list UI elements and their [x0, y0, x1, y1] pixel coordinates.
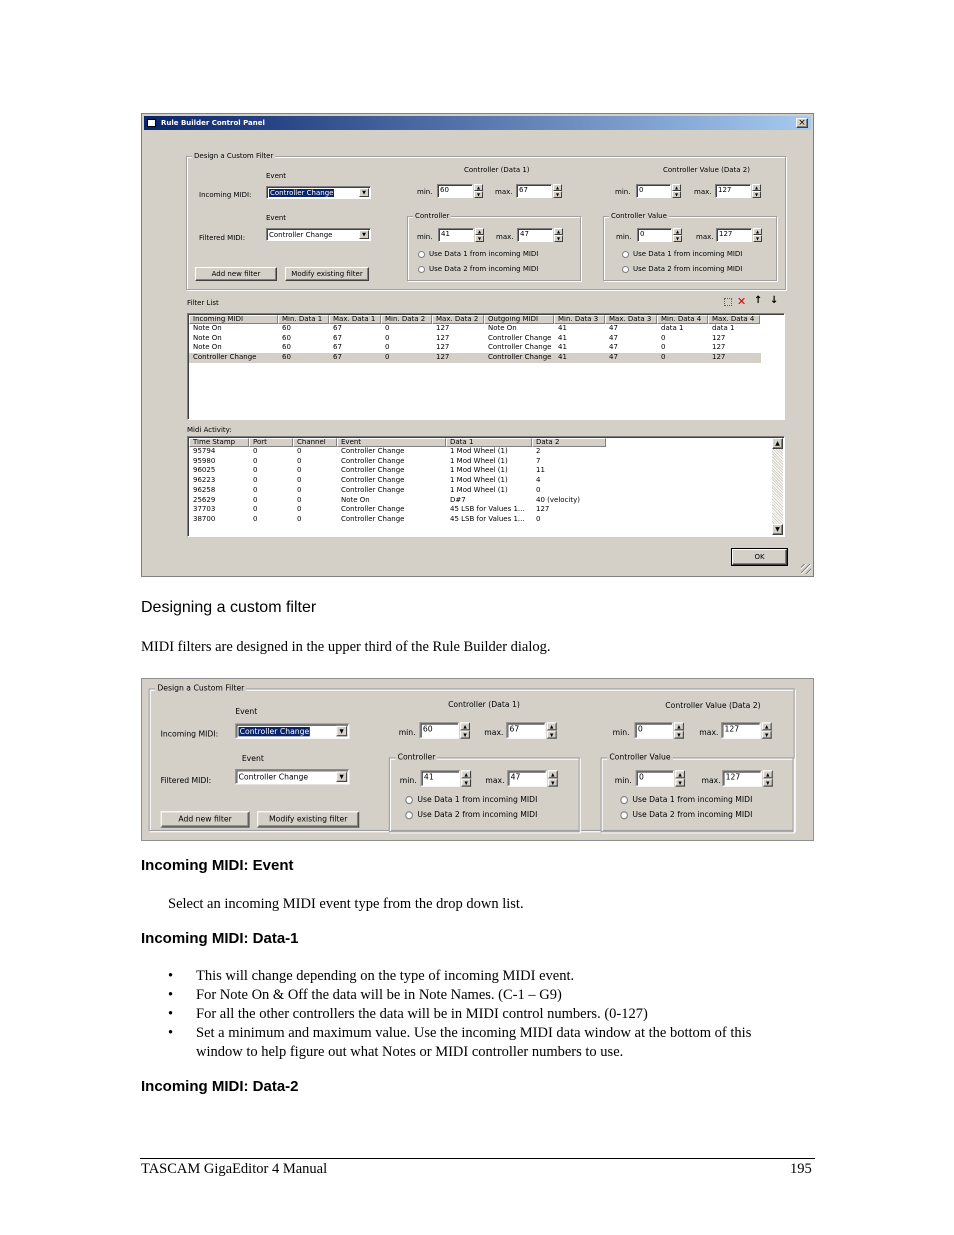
table-cell: 0 — [253, 514, 258, 523]
radio-label: Use Data 2 from incoming MIDI — [632, 810, 753, 820]
table-cell: 60 — [282, 343, 291, 352]
footer-title: TASCAM GigaEditor 4 Manual — [141, 1161, 328, 1177]
table-cell: 0 — [297, 505, 302, 514]
out-data2-max-stepper[interactable]: ▲ ▼ — [753, 228, 762, 242]
app-icon — [147, 119, 156, 127]
in-data1-min-stepper[interactable]: ▲ ▼ — [474, 184, 483, 198]
table-cell: Controller Change — [341, 466, 405, 475]
in-data1-min-label: min. — [417, 188, 433, 196]
scroll-down-arrow[interactable]: ▼ — [772, 524, 783, 535]
radio-label: Use Data 1 from incoming MIDI — [632, 794, 753, 805]
radio-label: Use Data 2 from incoming MIDI — [417, 810, 538, 820]
table-cell: 0 — [253, 456, 258, 465]
section-data1-title: Incoming MIDI: Data-1 — [141, 930, 299, 947]
modify-filter-button[interactable]: Modify existing filter — [285, 267, 369, 281]
footer-rule — [140, 1158, 815, 1159]
table-cell: 127 — [436, 324, 450, 332]
table-cell: Controller Change — [341, 514, 405, 523]
table-cell: 0 — [385, 324, 390, 332]
page-number: 195 — [790, 1161, 812, 1177]
table-cell: Controller Change — [341, 485, 405, 494]
out-data1-max-field[interactable]: 47 — [507, 770, 546, 786]
table-cell: 41 — [558, 333, 567, 342]
filtered-event-value: Controller Change — [269, 231, 333, 239]
column-header[interactable]: Max. Data 4 — [708, 315, 760, 324]
out-data2-max-field[interactable]: 127 — [722, 770, 761, 786]
out-data2-min-label: min. — [614, 776, 632, 786]
table-cell: 0 — [297, 476, 302, 485]
table-cell: 47 — [609, 343, 618, 352]
controller-use-data1-radio[interactable] — [418, 250, 538, 259]
table-cell: 0 — [536, 485, 541, 494]
table-cell: Note On — [193, 333, 222, 342]
table-cell: 45 LSB for Values 1... — [450, 505, 525, 514]
section-data2-title: Incoming MIDI: Data-2 — [141, 1078, 299, 1095]
out-data1-min-stepper[interactable]: ▲ ▼ — [475, 228, 484, 242]
chevron-down-icon[interactable]: ▼ — [336, 771, 347, 782]
in-data2-max-stepper[interactable]: ▲ ▼ — [752, 184, 761, 198]
controller-value-data2-label: Controller Value (Data 2) — [663, 166, 750, 174]
table-cell: Controller Change — [193, 353, 257, 362]
table-cell: 41 — [558, 353, 567, 362]
table-cell: 127 — [436, 353, 450, 362]
in-data2-min-label: min. — [612, 728, 630, 738]
filter-list[interactable] — [187, 313, 785, 420]
midi-activity-label: Midi Activity: — [187, 426, 232, 434]
out-data2-max-stepper[interactable]: ▲ ▼ — [763, 770, 773, 786]
radio-label: Use Data 1 from incoming MIDI — [417, 794, 538, 805]
out-data1-max-stepper[interactable]: ▲ ▼ — [554, 228, 563, 242]
table-cell: Note On — [193, 324, 222, 332]
column-header[interactable]: Min. Data 3 — [554, 315, 605, 324]
list-item — [168, 967, 751, 986]
bullet-list — [168, 967, 751, 1062]
table-cell: 127 — [712, 343, 726, 352]
delete-icon[interactable]: ✕ — [737, 295, 747, 308]
out-data1-min-stepper[interactable]: ▲ ▼ — [461, 770, 471, 786]
table-cell: Note On — [341, 495, 370, 504]
out-data1-max-label: max. — [485, 776, 505, 786]
table-cell: 0 — [297, 466, 302, 475]
table-cell: 0 — [297, 485, 302, 494]
table-cell: 0 — [253, 485, 258, 494]
table-cell: 95980 — [193, 456, 216, 465]
table-cell: 4 — [536, 476, 541, 485]
value-use-data2-radio[interactable] — [622, 265, 742, 274]
in-data2-max-label: max. — [694, 188, 712, 196]
table-cell: 47 — [609, 324, 618, 332]
in-data2-min-label: min. — [615, 188, 631, 196]
in-data1-max-stepper[interactable]: ▲ ▼ — [553, 184, 562, 198]
table-cell: 1 Mod Wheel (1) — [450, 456, 508, 465]
value-use-data2-radio[interactable] — [620, 810, 752, 821]
column-header[interactable]: Event — [337, 438, 446, 447]
table-cell: Controller Change — [341, 476, 405, 485]
bullet-icon: • — [168, 987, 174, 1003]
table-cell: data 1 — [712, 324, 735, 332]
section-incoming-event-text: Select an incoming MIDI event type from the drop down list. — [168, 896, 524, 912]
table-cell: 127 — [436, 343, 450, 352]
in-data1-max-label: max. — [495, 188, 513, 196]
table-cell: 0 — [385, 333, 390, 342]
list-item-continuation — [168, 1043, 751, 1062]
table-cell: 127 — [712, 333, 726, 342]
table-cell: 127 — [536, 505, 550, 514]
table-cell: 41 — [558, 343, 567, 352]
filtered-midi-label: Filtered MIDI: — [160, 776, 212, 786]
bullet-text: This will change depending on the type of incoming MIDI event. — [196, 968, 575, 984]
table-cell: 0 — [253, 466, 258, 475]
design-filter-group-title: Design a Custom Filter — [155, 684, 246, 695]
table-cell: 67 — [333, 324, 342, 332]
table-cell: 96025 — [193, 466, 216, 475]
bullet-text: For all the other controllers the data will be in MIDI control numbers. (0-127) — [196, 1006, 648, 1022]
scroll-up-arrow[interactable]: ▲ — [772, 438, 783, 449]
rule-builder-dialog — [141, 113, 814, 577]
controller-data1-label: Controller (Data 1) — [448, 700, 520, 710]
column-header[interactable]: Data 2 — [532, 438, 606, 447]
in-data2-min-stepper[interactable]: ▲ ▼ — [672, 184, 681, 198]
controller-group-title: Controller — [415, 212, 450, 220]
table-cell: 0 — [253, 476, 258, 485]
table-cell: 2 — [536, 447, 541, 455]
table-cell: 1 Mod Wheel (1) — [450, 466, 508, 475]
filter-toolbar — [722, 297, 784, 309]
controller-group — [407, 212, 581, 281]
incoming-event-value: Controller Change — [270, 189, 334, 197]
table-cell: 127 — [436, 333, 450, 342]
column-header[interactable]: Min. Data 4 — [657, 315, 708, 324]
midi-activity-list[interactable] — [187, 436, 785, 537]
in-data1-min-label: min. — [398, 728, 416, 738]
bullet-icon: • — [168, 1006, 174, 1022]
out-data2-min-field[interactable]: 0 — [636, 770, 674, 786]
filtered-event-dropdown[interactable] — [266, 228, 371, 241]
filter-list-label: Filter List — [187, 299, 219, 307]
controller-value-group — [601, 752, 794, 832]
bullet-icon: • — [168, 1025, 174, 1041]
table-cell: 0 — [253, 495, 258, 504]
column-header[interactable]: Min. Data 2 — [381, 315, 432, 324]
table-cell: 47 — [609, 353, 618, 362]
controller-use-data2-radio[interactable] — [405, 810, 537, 821]
table-cell: 25629 — [193, 495, 216, 504]
table-cell: 7 — [536, 456, 541, 465]
radio-label: Use Data 1 from incoming MIDI — [429, 250, 539, 258]
table-cell: 96223 — [193, 476, 216, 485]
list-item — [168, 1005, 751, 1024]
table-cell: 67 — [333, 333, 342, 342]
out-data2-min-label: min. — [616, 233, 632, 241]
table-cell: 0 — [253, 505, 258, 514]
in-data1-max-field[interactable]: 67 — [516, 184, 552, 198]
table-cell: 45 LSB for Values 1... — [450, 514, 525, 523]
table-cell: 0 — [385, 343, 390, 352]
in-data2-max-field[interactable]: 127 — [721, 722, 760, 738]
event-label-2: Event — [241, 753, 264, 764]
out-data1-max-stepper[interactable]: ▲ ▼ — [548, 770, 558, 786]
out-data2-min-field[interactable]: 0 — [637, 228, 672, 242]
in-data1-min-field[interactable]: 60 — [437, 184, 473, 198]
incoming-midi-label: Incoming MIDI: — [160, 729, 219, 739]
table-cell: Controller Change — [341, 505, 405, 514]
value-use-data1-radio[interactable] — [622, 250, 742, 259]
event-label: Event — [235, 707, 258, 717]
incoming-event-dropdown[interactable] — [266, 186, 371, 199]
design-filter-group-zoom — [149, 683, 795, 831]
dialog-title: Rule Builder Control Panel — [161, 119, 265, 127]
controller-use-data1-radio[interactable] — [405, 795, 537, 806]
table-cell: 127 — [712, 353, 726, 362]
table-cell: 47 — [609, 333, 618, 342]
table-cell: Controller Change — [488, 343, 552, 352]
table-cell: 0 — [385, 353, 390, 362]
close-button[interactable] — [796, 118, 808, 128]
in-data1-max-field[interactable]: 67 — [506, 722, 545, 738]
incoming-midi-label: Incoming MIDI: — [199, 191, 252, 199]
out-data2-min-stepper[interactable]: ▲ ▼ — [673, 228, 682, 242]
design-filter-group-title: Design a Custom Filter — [194, 152, 274, 160]
list-item — [168, 986, 751, 1005]
vertical-scrollbar[interactable] — [772, 438, 783, 535]
controller-value-group-title: Controller Value — [607, 753, 673, 764]
out-data2-max-field[interactable]: 127 — [716, 228, 752, 242]
table-cell: 40 (velocity) — [536, 495, 580, 504]
in-data2-min-stepper[interactable]: ▲ ▼ — [674, 722, 684, 738]
out-data2-max-label: max. — [701, 776, 721, 786]
out-data2-max-label: max. — [696, 233, 714, 241]
column-header[interactable]: Port — [249, 438, 293, 447]
table-cell: 60 — [282, 324, 291, 332]
in-data1-max-label: max. — [484, 728, 504, 738]
column-header[interactable]: Outgoing MIDI — [484, 315, 554, 324]
table-cell: 1 Mod Wheel (1) — [450, 485, 508, 494]
in-data1-max-stepper[interactable]: ▲ ▼ — [547, 722, 557, 738]
filtered-event-dropdown[interactable] — [235, 769, 349, 784]
out-data1-min-field[interactable]: 41 — [438, 228, 474, 242]
new-filter-icon[interactable] — [724, 298, 732, 306]
table-cell: 0 — [661, 333, 666, 342]
table-cell: 37703 — [193, 505, 216, 514]
section-heading: Designing a custom filter — [141, 599, 317, 616]
table-cell: Controller Change — [341, 456, 405, 465]
filtered-event-value: Controller Change — [238, 772, 309, 782]
table-cell: 41 — [558, 324, 567, 332]
chevron-down-icon[interactable]: ▼ — [359, 230, 369, 239]
column-header[interactable]: Channel — [293, 438, 337, 447]
in-data2-min-field[interactable]: 0 — [635, 722, 673, 738]
bullet-text: window to help figure out what Notes or MIDI controller numbers to use. — [196, 1044, 624, 1060]
table-cell: 38700 — [193, 514, 216, 523]
bullet-text: Set a minimum and maximum value. Use the incoming MIDI data window at the bottom of this — [196, 1025, 752, 1041]
table-cell: 0 — [661, 353, 666, 362]
incoming-event-dropdown[interactable] — [235, 723, 349, 738]
title-bar[interactable] — [144, 116, 811, 130]
in-data2-max-label: max. — [699, 728, 719, 738]
table-cell: 1 Mod Wheel (1) — [450, 447, 508, 455]
table-cell: 67 — [333, 343, 342, 352]
controller-value-data2-label: Controller Value (Data 2) — [665, 701, 761, 711]
close-icon: × — [798, 117, 806, 128]
add-new-filter-button[interactable]: Add new filter — [195, 267, 277, 281]
filtered-midi-label: Filtered MIDI: — [199, 234, 246, 242]
out-data2-min-stepper[interactable]: ▲ ▼ — [675, 770, 685, 786]
table-cell: 67 — [333, 353, 342, 362]
table-cell: 95794 — [193, 447, 216, 455]
radio-label: Use Data 1 from incoming MIDI — [633, 250, 743, 258]
column-header[interactable]: Data 1 — [446, 438, 532, 447]
design-filter-zoom — [141, 678, 814, 841]
ok-button[interactable]: OK — [732, 549, 787, 565]
event-label: Event — [266, 172, 287, 180]
controller-value-group — [603, 212, 777, 281]
in-data1-min-stepper[interactable]: ▲ ▼ — [460, 722, 470, 738]
add-new-filter-button[interactable]: Add new filter — [161, 811, 250, 827]
intro-paragraph: MIDI filters are designed in the upper third of the Rule Builder dialog. — [141, 639, 551, 655]
in-data2-max-field[interactable]: 127 — [715, 184, 751, 198]
resize-grip-icon[interactable] — [801, 564, 811, 574]
table-cell: 0 — [297, 447, 302, 455]
bullet-icon: • — [168, 968, 174, 984]
design-filter-group — [186, 152, 786, 290]
modify-filter-button[interactable]: Modify existing filter — [257, 811, 359, 827]
column-header[interactable]: Min. Data 1 — [278, 315, 329, 324]
table-cell: 0 — [661, 343, 666, 352]
radio-label: Use Data 2 from incoming MIDI — [633, 265, 743, 273]
table-cell: Controller Change — [488, 333, 552, 342]
table-cell: Note On — [488, 324, 517, 332]
in-data1-min-field[interactable]: 60 — [420, 722, 459, 738]
table-cell: 0 — [297, 456, 302, 465]
radio-label: Use Data 2 from incoming MIDI — [429, 265, 539, 273]
value-use-data1-radio[interactable] — [620, 795, 752, 806]
controller-group-title: Controller — [395, 753, 437, 764]
out-data1-min-label: min. — [399, 776, 417, 786]
column-header[interactable]: Time Stamp — [189, 438, 249, 447]
out-data1-min-field[interactable]: 41 — [421, 770, 460, 786]
table-cell: data 1 — [661, 324, 684, 332]
out-data1-max-field[interactable]: 47 — [517, 228, 553, 242]
incoming-event-value: Controller Change — [239, 726, 310, 737]
column-header[interactable]: Max. Data 2 — [432, 315, 484, 324]
controller-data1-label: Controller (Data 1) — [464, 166, 530, 174]
controller-value-group-title: Controller Value — [611, 212, 667, 220]
column-header[interactable]: Max. Data 3 — [605, 315, 657, 324]
table-cell: 0 — [297, 514, 302, 523]
table-cell: Note On — [193, 343, 222, 352]
chevron-down-icon[interactable]: ▼ — [359, 188, 369, 197]
bullet-text: For Note On & Off the data will be in Note Names. (C-1 – G9) — [196, 987, 562, 1003]
controller-group — [389, 752, 580, 832]
table-cell: 0 — [297, 495, 302, 504]
table-cell: D#7 — [450, 495, 466, 504]
move-up-icon[interactable]: ↑ — [754, 295, 763, 306]
table-cell: 1 Mod Wheel (1) — [450, 476, 508, 485]
table-cell: 11 — [536, 466, 545, 475]
table-cell: 0 — [536, 514, 541, 523]
list-item — [168, 1024, 751, 1043]
table-cell: 60 — [282, 353, 291, 362]
table-cell: Controller Change — [341, 447, 405, 455]
table-cell: 0 — [253, 447, 258, 455]
section-incoming-event-title: Incoming MIDI: Event — [141, 857, 294, 874]
in-data2-min-field[interactable]: 0 — [636, 184, 671, 198]
table-cell: 60 — [282, 333, 291, 342]
in-data2-max-stepper[interactable]: ▲ ▼ — [762, 722, 772, 738]
table-cell: Controller Change — [488, 353, 552, 362]
out-data1-max-label: max. — [496, 233, 514, 241]
chevron-down-icon[interactable]: ▼ — [336, 726, 347, 737]
out-data1-min-label: min. — [417, 233, 433, 241]
table-cell: 96258 — [193, 485, 216, 494]
column-header[interactable]: Max. Data 1 — [329, 315, 381, 324]
event-label-2: Event — [266, 214, 287, 222]
move-down-icon[interactable]: ↓ — [770, 295, 779, 306]
column-header[interactable]: Incoming MIDI — [189, 315, 278, 324]
controller-use-data2-radio[interactable] — [418, 265, 538, 274]
